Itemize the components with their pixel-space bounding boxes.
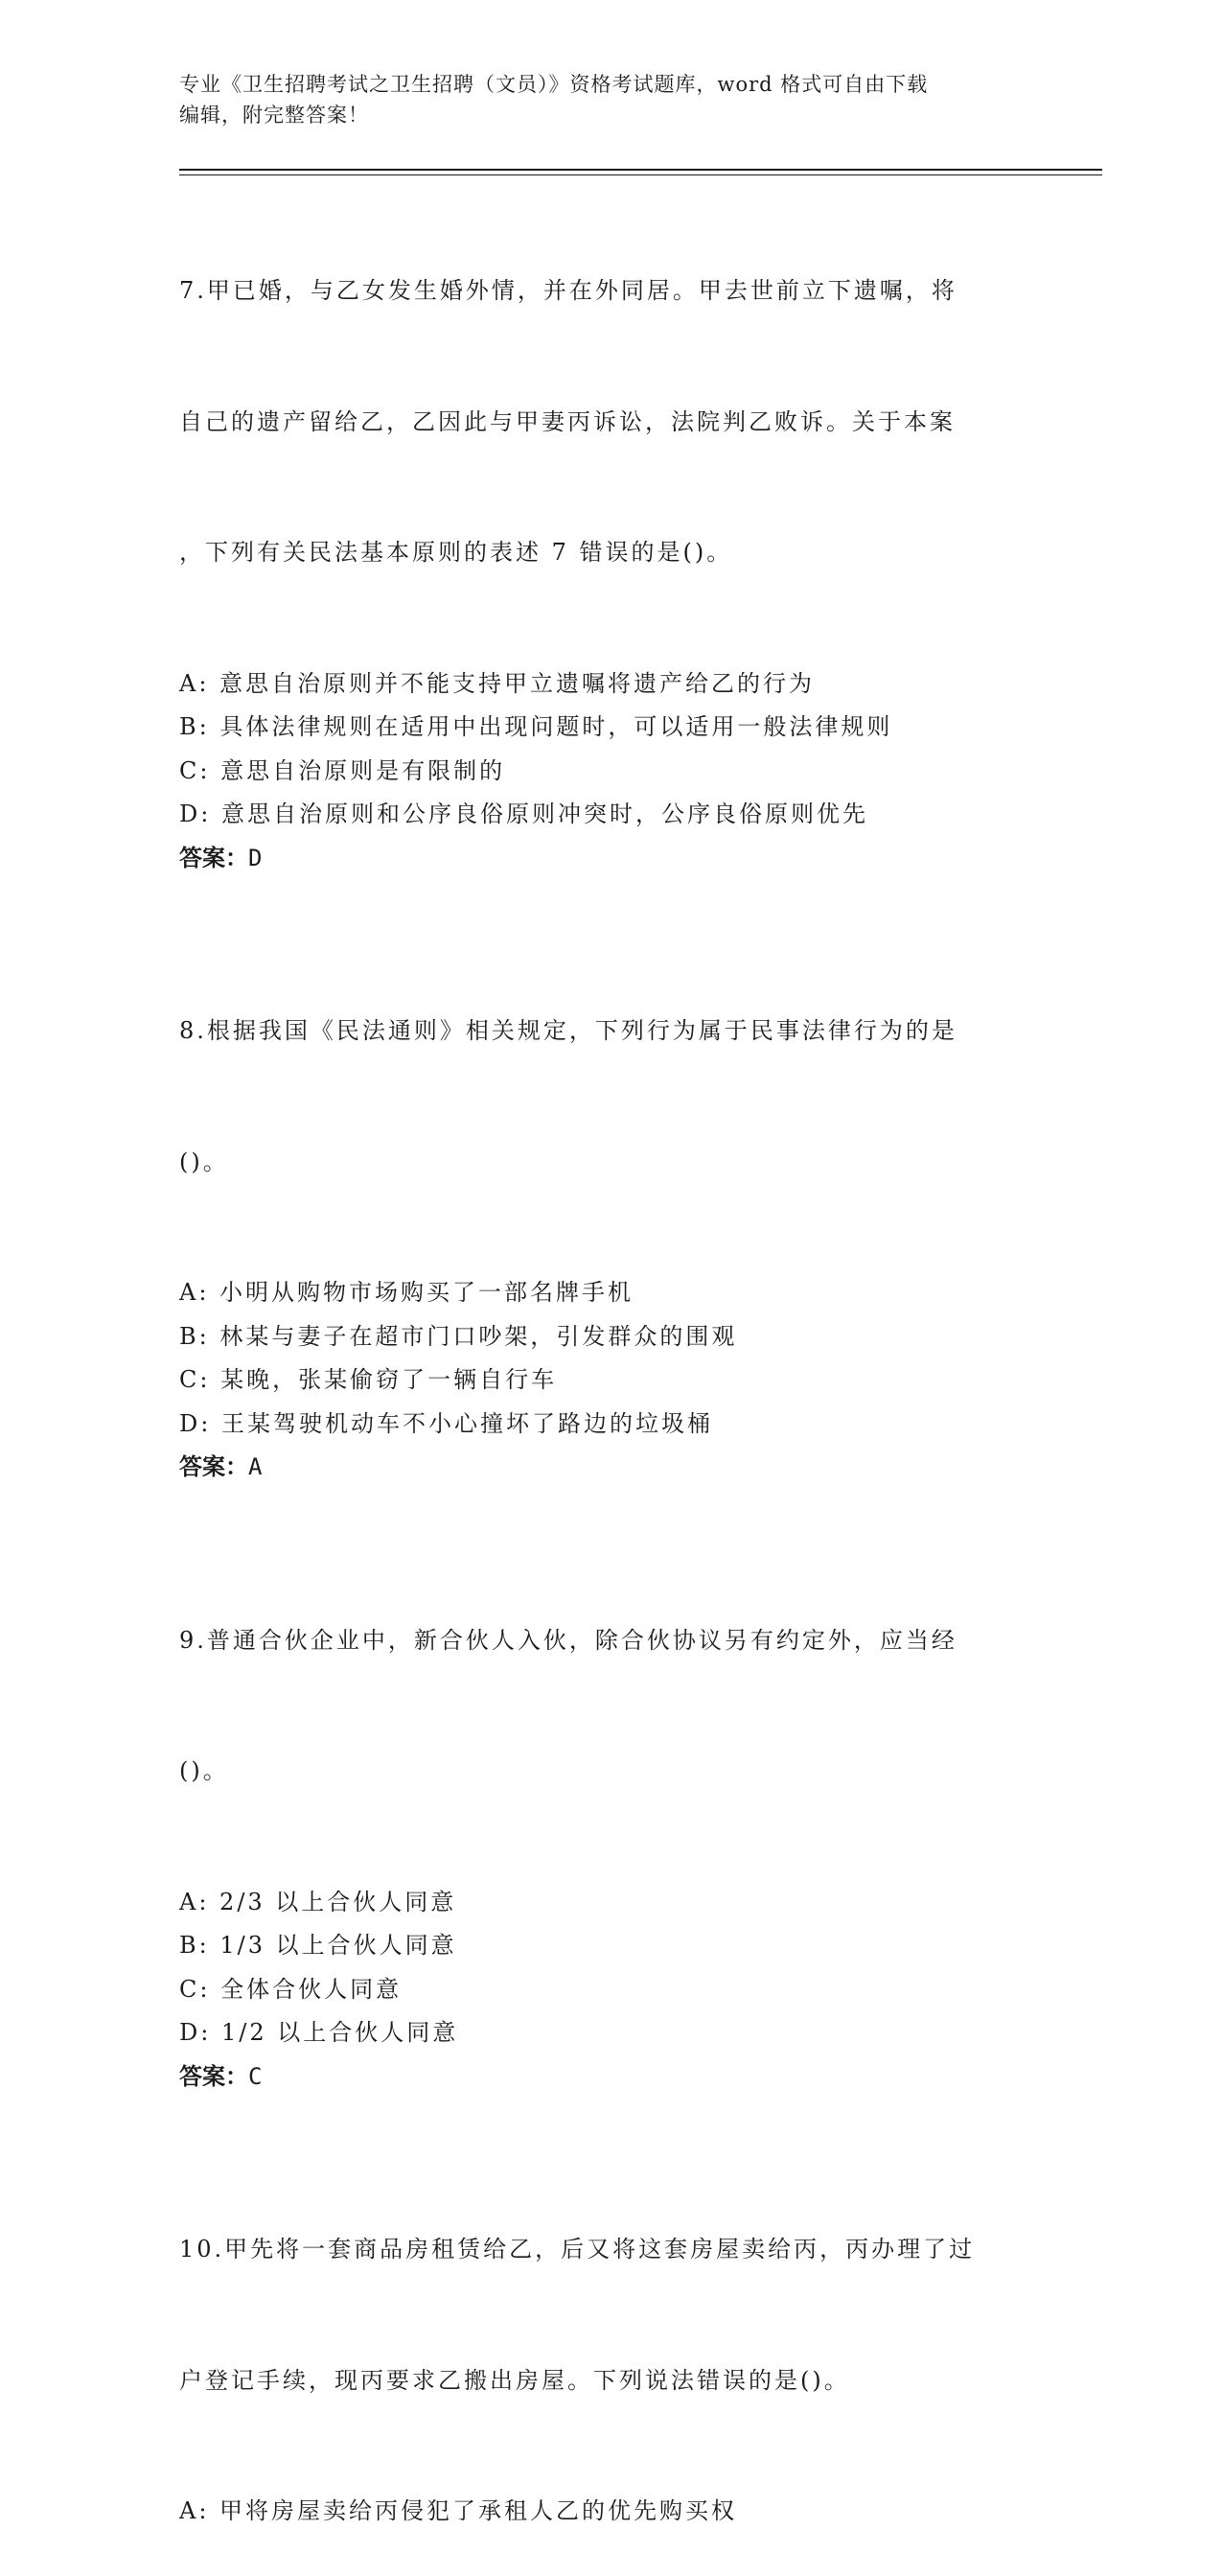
option-d: D: 1/2 以上合伙人同意: [179, 2019, 459, 2046]
question-stem: [179, 182, 1023, 662]
option-a: A: 小明从购物市场购买了一部名牌手机: [179, 1279, 634, 1306]
stem-line: 8.根据我国《民法通则》相关规定，下列行为属于民事法律行为的是: [179, 1017, 957, 1044]
stem-line: ，下列有关民法基本原则的表述 7 错误的是()。: [179, 539, 733, 566]
option-c: C: 某晚，张某偷窃了一辆自行车: [179, 1366, 558, 1393]
option-a: A: 2/3 以上合伙人同意: [179, 1888, 457, 1915]
question-stem: [179, 2141, 1023, 2490]
answer-line: [179, 1446, 1023, 1490]
stem-line: 户登记手续，现丙要求乙搬出房屋。下列说法错误的是()。: [179, 2366, 850, 2394]
stem-line: 10.甲先将一套商品房租赁给乙，后又将这套房屋卖给丙，丙办理了过: [179, 2236, 976, 2263]
header-line-2: 编辑，附完整答案！: [179, 104, 369, 127]
answer-value: D: [248, 844, 263, 871]
question-10: [179, 2141, 1023, 2534]
question-stem: [179, 922, 1023, 1271]
answer-value: A: [248, 1453, 263, 1480]
header-divider-thin: [179, 174, 1102, 175]
question-8: [179, 922, 1023, 1490]
option-d: D: 王某驾驶机动车不小心撞坏了路边的垃圾桶: [179, 1409, 713, 1437]
stem-line: ()。: [179, 1757, 229, 1784]
question-stem: [179, 1532, 1023, 1881]
stem-line: 自己的遗产留给乙，乙因此与甲妻丙诉讼，法院判乙败诉。关于本案: [179, 407, 956, 435]
option-a: A: 意思自治原则并不能支持甲立遗嘱将遗产给乙的行为: [179, 669, 816, 697]
option-b: B: 1/3 以上合伙人同意: [179, 1932, 457, 1959]
option-b: B: 具体法律规则在适用中出现问题时，可以适用一般法律规则: [179, 713, 893, 740]
option-d: D: 意思自治原则和公序良俗原则冲突时，公序良俗原则优先: [179, 801, 868, 827]
header-divider-thick: [179, 169, 1102, 171]
option-b: B: 林某与妻子在超市门口吵架，引发群众的围观: [179, 1322, 738, 1350]
stem-line: ()。: [179, 1148, 229, 1175]
answer-label: 答案：: [179, 844, 248, 871]
answer-line: [179, 837, 1023, 881]
document-header: [179, 69, 1023, 130]
question-9: [179, 1532, 1023, 2100]
option-c: C: 全体合伙人同意: [179, 1975, 403, 2003]
option-c: C: 意思自治原则是有限制的: [179, 756, 506, 784]
question-list: [179, 182, 1023, 2576]
answer-line: [179, 2055, 1023, 2100]
answer-label: 答案：: [179, 1453, 248, 1480]
answer-label: 答案：: [179, 2062, 248, 2090]
answer-value: C: [248, 2062, 263, 2090]
stem-line: 9.普通合伙企业中，新合伙人入伙，除合伙协议另有约定外，应当经: [179, 1626, 957, 1654]
stem-line: 7.甲已婚，与乙女发生婚外情，并在外同居。甲去世前立下遗嘱，将: [179, 277, 957, 304]
question-7: [179, 182, 1023, 880]
header-line-1: 专业《卫生招聘考试之卫生招聘（文员）》资格考试题库，word 格式可自由下载: [179, 73, 929, 96]
option-a: A: 甲将房屋卖给丙侵犯了承租人乙的优先购买权: [179, 2497, 738, 2524]
